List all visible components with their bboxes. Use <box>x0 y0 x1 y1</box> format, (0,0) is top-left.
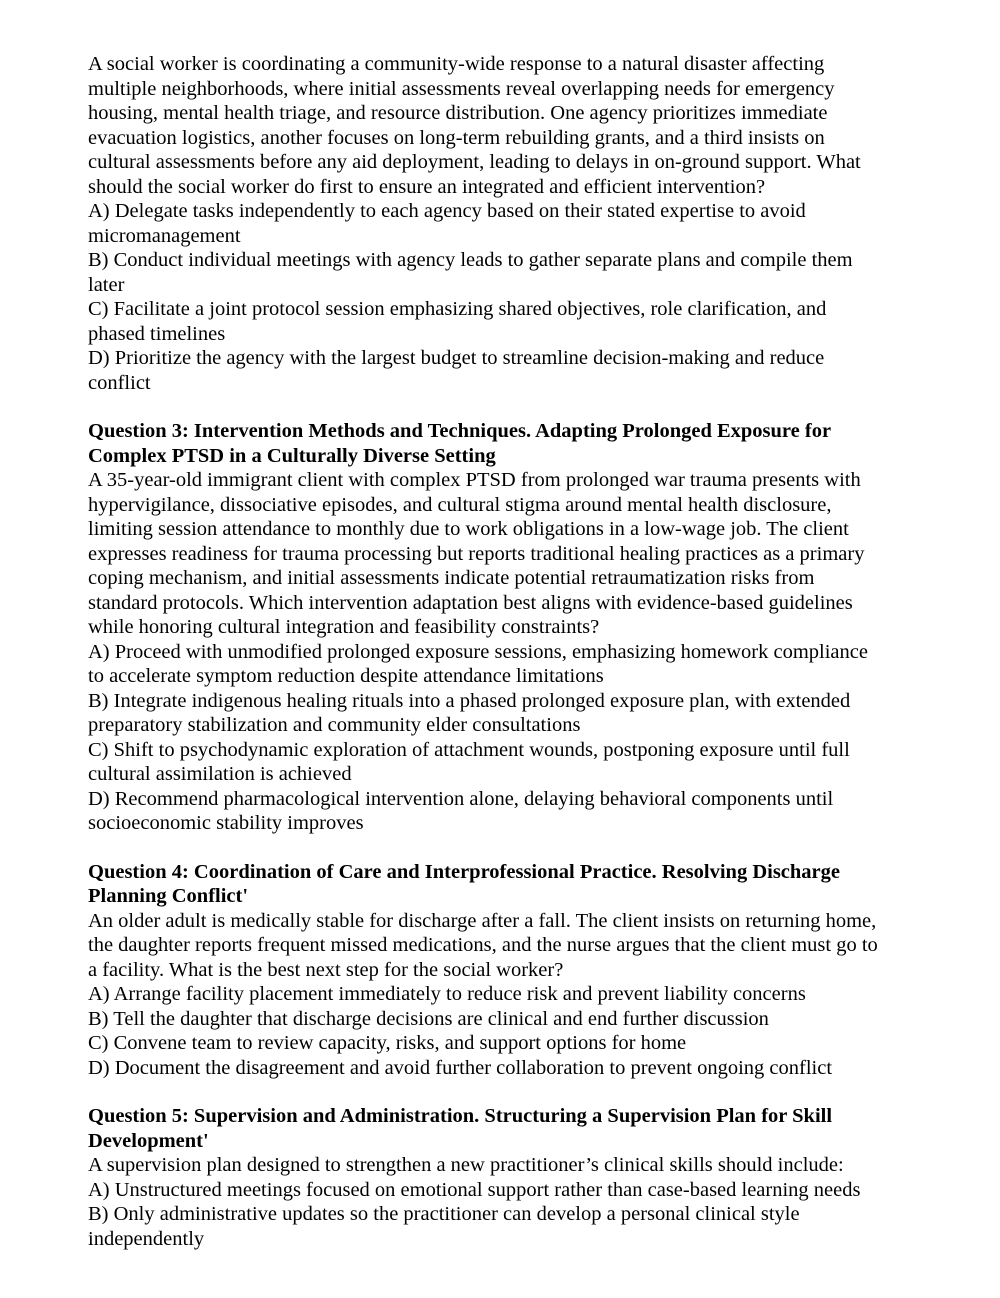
question-4-stem: An older adult is medically stable for discharge after a fall. The client insists on returning home, the daughter reports frequent missed medications, and the nurse argues that the client must go to a facility. What is the best next step for the social worker? <box>88 909 878 981</box>
section-spacer <box>88 836 888 860</box>
document-page <box>88 52 888 1251</box>
question-2-stem: A social worker is coordinating a community-wide response to a natural disaster affecting multiple neighborhoods, where initial assessments reveal overlapping needs for emergency housing, mental health triage, and resource distribution. One agency prioritizes immediate evacuation logistics, another focuses on long-term rebuilding grants, and a third insists on cultural assessments before any aid deployment, leading to delays in on-ground support. What should the social worker do first to ensure an integrated and efficient intervention? <box>88 53 861 198</box>
question-3-stem: A 35-year-old immigrant client with complex PTSD from prolonged war trauma presents with hypervigilance, dissociative episodes, and cultural stigma around mental health disclosure, limiting session attendance to monthly due to work obligations in a low-wage job. The client expresses readiness for trauma processing but reports traditional healing practices as a primary coping mechanism, and initial assessments indicate potential retraumatization risks from standard protocols. Which intervention adaptation best aligns with evidence-based guidelines while honoring cultural integration and feasibility constraints? <box>88 469 865 638</box>
question-4-option-d: D) Document the disagreement and avoid further collaboration to prevent ongoing conflict <box>88 1056 833 1079</box>
question-4-option-b: B) Tell the daughter that discharge decisions are clinical and end further discussion <box>88 1007 769 1030</box>
question-3-option-d: D) Recommend pharmacological intervention alone, delaying behavioral components until socioeconomic stability improves <box>88 787 834 834</box>
question-5-heading: Question 5: Supervision and Administration. Structuring a Supervision Plan for Skill Development' <box>88 1105 833 1152</box>
question-3-option-c: C) Shift to psychodynamic exploration of attachment wounds, postponing exposure until full cultural assimilation is achieved <box>88 738 850 785</box>
section-spacer <box>88 1080 888 1104</box>
question-3-section <box>88 419 888 836</box>
question-5-option-b: B) Only administrative updates so the practitioner can develop a personal clinical style independently <box>88 1203 800 1250</box>
question-5-option-a: A) Unstructured meetings focused on emotional support rather than case-based learning needs <box>88 1178 861 1201</box>
question-2-option-b: B) Conduct individual meetings with agency leads to gather separate plans and compile them later <box>88 249 853 296</box>
question-2-option-a: A) Delegate tasks independently to each agency based on their stated expertise to avoid micromanagement <box>88 200 806 247</box>
question-2-option-c: C) Facilitate a joint protocol session emphasizing shared objectives, role clarification, and phased timelines <box>88 298 827 345</box>
question-4-option-c: C) Convene team to review capacity, risks, and support options for home <box>88 1032 687 1054</box>
question-3-option-a: A) Proceed with unmodified prolonged exposure sessions, emphasizing homework compliance to accelerate symptom reduction despite attendance limitations <box>88 640 868 687</box>
question-4-section <box>88 860 888 1081</box>
question-5-stem: A supervision plan designed to strengthen a new practitioner’s clinical skills should include: <box>88 1154 844 1176</box>
question-2-section <box>88 52 888 395</box>
question-5-section <box>88 1104 888 1251</box>
question-2-option-d: D) Prioritize the agency with the largest budget to streamline decision-making and reduce conflict <box>88 347 825 394</box>
question-4-heading: Question 4: Coordination of Care and Interprofessional Practice. Resolving Discharge Planning Conflict' <box>88 860 841 907</box>
section-spacer <box>88 395 888 419</box>
question-4-option-a: A) Arrange facility placement immediately to reduce risk and prevent liability concerns <box>88 983 806 1005</box>
question-3-heading: Question 3: Intervention Methods and Techniques. Adapting Prolonged Exposure for Complex PTSD in a Culturally Diverse Setting <box>88 420 831 467</box>
question-3-option-b: B) Integrate indigenous healing rituals into a phased prolonged exposure plan, with extended preparatory stabilization and community elder consultations <box>88 689 851 736</box>
